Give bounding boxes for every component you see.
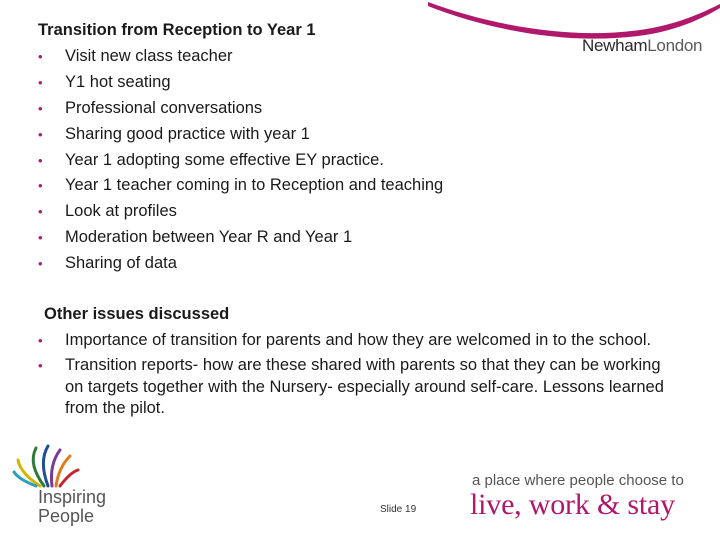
list-item: • Y1 hot seating [38,70,678,96]
list-item: • Professional conversations [38,96,678,122]
list-item: • Moderation between Year R and Year 1 [38,225,678,251]
list-item: • Visit new class teacher [38,44,678,70]
list-item: • Year 1 adopting some effective EY practice. [38,148,678,174]
other-issues-bullet-list [38,330,678,420]
london-logo-word: London [647,36,703,55]
list-item: • Sharing of data [38,251,678,277]
people-line: People [38,506,95,526]
inspiring-people-logo-text [38,488,106,526]
list-item: • Transition reports- how are these shared with parents so that they can be working on targets together with the Nursery- especially around self-care. Lessons learned from the pilot. [38,355,678,420]
section-transition [38,18,678,277]
list-item: • Year 1 teacher coming in to Reception and teaching [38,173,678,199]
list-item: • Sharing good practice with year 1 [38,122,678,148]
tagline-large: live, work & stay [470,488,675,521]
newham-logo-word: Newham [582,36,648,55]
transition-bullet-list [38,44,678,277]
tagline-small: a place where people choose to [472,472,684,489]
list-item: • Importance of transition for parents and how they are welcomed in to the school. [38,330,678,352]
inspiring-line: Inspiring [38,487,107,507]
section-heading-other-issues: Other issues discussed [44,305,230,323]
list-item: • Look at profiles [38,199,678,225]
section-other-issues [38,304,678,424]
slide-number: Slide 19 [380,504,417,515]
section-heading-transition: Transition from Reception to Year 1 [38,21,316,39]
